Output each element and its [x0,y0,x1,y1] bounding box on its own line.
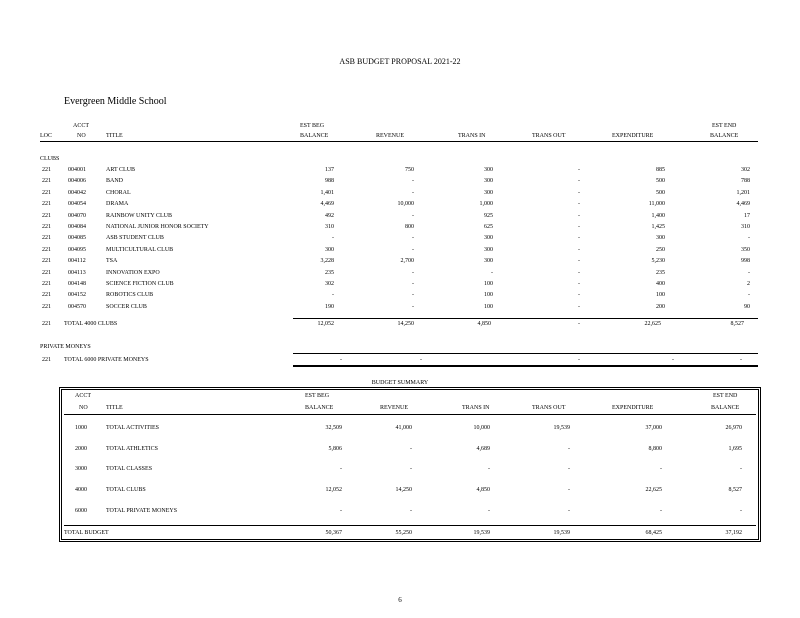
club-cell-rev: - [412,281,414,287]
section-label-clubs: CLUBS [40,156,60,162]
club-cell-beg: 190 [325,303,334,310]
club-cell-title: SCIENCE FICTION CLUB [106,281,174,287]
summary-cell-rev: - [410,466,412,473]
summary-cell-tout: - [568,507,570,514]
header-no: NO [77,133,86,139]
summary-cell-tout: - [568,466,570,473]
summary-cell-tout: - [568,487,570,494]
summary-cell-end: 8,527 [728,487,742,494]
private-beg: - [340,357,342,363]
club-row [0,292,800,301]
club-cell-end: - [748,292,750,299]
page-number: 6 [398,596,402,604]
club-cell-rev: 750 [405,167,414,173]
summary-total-rule [64,525,756,526]
summary-cell-acct: 6000 [75,507,87,514]
club-cell-tin: 300 [484,258,493,265]
summary-cell-title: TOTAL CLASSES [106,466,153,473]
summary-header-title: TITLE [106,405,123,411]
header-title: TITLE [106,133,123,139]
club-cell-exp: 1,425 [651,224,665,230]
club-cell-acct: 004095 [68,246,86,253]
summary-cell-tin: - [488,466,490,473]
club-cell-title: NATIONAL JUNIOR HONOR SOCIETY [106,224,209,230]
summary-total-rev: 55,250 [395,530,412,536]
club-cell-title: CHORAL [106,189,131,196]
club-cell-tout: - [578,212,580,219]
summary-row [0,446,800,455]
club-cell-tout: - [578,201,580,208]
club-cell-title: DRAMA [106,201,129,208]
club-cell-tout: - [578,178,580,185]
summary-total-row [0,530,800,539]
summary-cell-title: TOTAL ACTIVITIES [106,425,160,431]
club-cell-exp: 235 [656,269,665,276]
summary-header-balance-end: BALANCE [711,405,740,411]
club-cell-exp: 1,400 [651,212,665,219]
header-est-end: EST END [712,123,737,129]
summary-cell-rev: - [410,507,412,514]
club-cell-tin: 300 [484,178,493,185]
summary-cell-exp: 37,000 [645,425,662,431]
club-cell-loc: 221 [42,258,51,265]
summary-cell-tin: - [488,507,490,514]
club-cell-loc: 221 [42,269,51,276]
club-cell-tin: - [491,269,493,276]
section-label-private: PRIVATE MONEYS [40,344,91,350]
summary-header-est-end: EST END [713,393,738,399]
summary-cell-beg: - [340,507,342,514]
club-cell-end: 4,469 [736,201,750,208]
club-cell-tout: - [578,189,580,196]
club-cell-beg: - [332,292,334,299]
private-bottom-rule [293,365,758,367]
summary-total-title: TOTAL BUDGET [64,530,109,536]
club-cell-rev: - [412,269,414,276]
club-cell-end: - [748,269,750,276]
club-cell-rev: - [412,292,414,299]
club-cell-exp: 250 [656,246,665,253]
club-row [0,190,800,199]
summary-cell-acct: 4000 [75,487,87,494]
summary-cell-rev: - [410,445,412,452]
summary-header-rule [64,414,756,415]
summary-title: BUDGET SUMMARY [371,380,429,386]
club-row [0,235,800,244]
club-cell-beg: 1,401 [320,189,334,196]
club-row [0,224,800,233]
club-cell-exp: 200 [656,303,665,310]
header-est-beg: EST BEG [300,123,325,129]
total-tout: - [578,321,580,327]
summary-cell-tout: - [568,445,570,452]
club-cell-exp: 500 [656,178,665,185]
summary-cell-exp: 22,625 [645,487,662,494]
summary-cell-tin: 10,000 [473,425,490,431]
header-loc: LOC [40,133,52,139]
club-cell-end: 998 [741,258,750,265]
private-top-rule [293,353,758,354]
summary-total-tin: 19,539 [473,530,490,536]
club-cell-tin: 925 [484,212,493,219]
club-cell-loc: 221 [42,281,51,287]
club-cell-title: SOCCER CLUB [106,303,147,310]
club-cell-tin: 1,000 [479,201,493,208]
club-cell-exp: 100 [656,292,665,299]
club-cell-end: 1,201 [736,189,750,196]
total-tin: 4,850 [477,321,491,327]
club-cell-exp: 500 [656,189,665,196]
club-cell-exp: 400 [656,281,665,287]
club-cell-rev: - [412,235,414,242]
summary-header-balance-beg: BALANCE [305,405,334,411]
club-cell-tin: 100 [484,281,493,287]
summary-cell-end: 1,695 [728,445,742,452]
club-row [0,258,800,267]
private-rev: - [420,357,422,363]
header-revenue: REVENUE [376,133,404,139]
club-cell-title: RAINBOW UNITY CLUB [106,212,172,219]
school-name: Evergreen Middle School [64,96,167,107]
total-loc: 221 [42,321,51,327]
summary-total-exp: 68,425 [645,530,662,536]
private-exp: - [672,357,674,363]
club-row [0,247,800,256]
club-cell-loc: 221 [42,303,51,310]
private-loc: 221 [42,357,51,363]
club-row [0,167,800,176]
header-rule [40,141,758,142]
club-cell-rev: 2,700 [400,258,414,265]
private-tout: - [578,357,580,363]
summary-cell-acct: 1000 [75,425,87,431]
club-cell-end: - [748,235,750,242]
summary-cell-title: TOTAL ATHLETICS [106,445,159,452]
club-cell-tin: 300 [484,167,493,173]
club-cell-beg: 3,228 [320,258,334,265]
summary-total-end: 37,192 [725,530,742,536]
club-row [0,201,800,210]
club-cell-loc: 221 [42,212,51,219]
header-balance-end: BALANCE [710,133,739,139]
summary-header-est-beg: EST BEG [305,393,330,399]
club-cell-loc: 221 [42,246,51,253]
private-end: - [740,357,742,363]
club-cell-beg: 137 [325,167,334,173]
club-cell-tin: 300 [484,235,493,242]
club-cell-title: BAND [106,178,124,185]
clubs-total-row [0,321,800,330]
club-cell-acct: 004001 [68,167,86,173]
club-cell-beg: 302 [325,281,334,287]
club-cell-exp: 885 [656,167,665,173]
club-cell-acct: 004148 [68,281,86,287]
summary-cell-exp: - [660,507,662,514]
club-cell-exp: 11,000 [648,201,665,208]
summary-cell-title: TOTAL CLUBS [106,487,146,494]
club-cell-end: 2 [747,281,750,287]
club-cell-acct: 004006 [68,178,86,185]
club-cell-end: 350 [741,246,750,253]
club-cell-acct: 004085 [68,235,86,242]
summary-cell-beg: - [340,466,342,473]
summary-cell-beg: 32,509 [325,425,342,431]
club-cell-exp: 5,230 [651,258,665,265]
header-expenditure: EXPENDITURE [612,133,654,139]
club-cell-acct: 004113 [68,269,86,276]
summary-cell-rev: 41,000 [395,425,412,431]
summary-cell-tin: 4,689 [476,445,490,452]
summary-row [0,508,800,517]
summary-cell-tout: 19,539 [553,425,570,431]
club-cell-acct: 004070 [68,212,86,219]
summary-cell-beg: 5,806 [328,445,342,452]
summary-header-acct: ACCT [75,393,92,399]
private-title: TOTAL 6000 PRIVATE MONEYS [64,357,149,363]
club-cell-tin: 100 [484,292,493,299]
club-cell-rev: - [412,303,414,310]
summary-row [0,466,800,475]
club-cell-tin: 300 [484,189,493,196]
club-cell-end: 90 [744,303,750,310]
summary-cell-beg: 12,052 [325,487,342,494]
total-rev: 14,250 [397,321,414,327]
summary-total-beg: 50,367 [325,530,342,536]
club-cell-acct: 004152 [68,292,86,299]
club-cell-tout: - [578,269,580,276]
club-row [0,213,800,222]
header-trans-out: TRANS OUT [532,133,566,139]
summary-cell-acct: 2000 [75,445,87,452]
club-cell-loc: 221 [42,235,51,242]
club-cell-beg: 492 [325,212,334,219]
summary-cell-exp: 8,800 [648,445,662,452]
summary-header-trans-in: TRANS IN [462,405,490,411]
club-cell-rev: - [412,189,414,196]
summary-header-expenditure: EXPENDITURE [612,405,654,411]
club-cell-loc: 221 [42,292,51,299]
club-cell-loc: 221 [42,167,51,173]
club-cell-tout: - [578,167,580,173]
total-beg: 12,052 [317,321,334,327]
club-cell-title: TSA [106,258,118,265]
club-cell-tout: - [578,303,580,310]
document-title: ASB BUDGET PROPOSAL 2021-22 [339,57,461,66]
club-row [0,304,800,313]
club-cell-beg: - [332,235,334,242]
club-cell-acct: 004042 [68,189,86,196]
summary-cell-end: - [740,466,742,473]
club-cell-title: ASB STUDENT CLUB [106,235,164,242]
club-row [0,178,800,187]
header-acct: ACCT [73,123,90,129]
summary-row [0,487,800,496]
summary-cell-exp: - [660,466,662,473]
header-trans-in: TRANS IN [458,133,486,139]
club-cell-title: ROBOTICS CLUB [106,292,154,299]
club-cell-rev: 800 [405,224,414,230]
total-title: TOTAL 4000 CLUBS [64,321,118,327]
club-cell-beg: 310 [325,224,334,230]
club-cell-end: 788 [741,178,750,185]
club-cell-rev: - [412,178,414,185]
club-cell-rev: - [412,246,414,253]
summary-cell-end: - [740,507,742,514]
club-cell-beg: 4,469 [320,201,334,208]
club-cell-end: 17 [744,212,750,219]
subtotal-rule [293,318,758,319]
club-cell-tin: 100 [484,303,493,310]
total-exp: 22,625 [644,321,661,327]
summary-header-trans-out: TRANS OUT [532,405,566,411]
budget-summary-box [61,389,759,540]
summary-cell-tin: 4,850 [476,487,490,494]
summary-cell-title: TOTAL PRIVATE MONEYS [106,507,178,514]
club-cell-exp: 300 [656,235,665,242]
summary-cell-rev: 14,250 [395,487,412,494]
summary-cell-acct: 3000 [75,466,87,473]
total-end: 8,527 [730,321,744,327]
club-cell-tout: - [578,281,580,287]
club-cell-acct: 004084 [68,224,86,230]
club-cell-tout: - [578,246,580,253]
club-cell-rev: - [412,212,414,219]
club-cell-loc: 221 [42,201,51,208]
club-cell-title: ART CLUB [106,167,136,173]
club-cell-beg: 235 [325,269,334,276]
club-cell-beg: 988 [325,178,334,185]
club-cell-acct: 004112 [68,258,86,265]
club-cell-rev: 10,000 [397,201,414,208]
club-cell-title: INNOVATION EXPO [106,269,160,276]
club-cell-beg: 300 [325,246,334,253]
summary-row [0,425,800,434]
club-cell-acct: 004570 [68,303,86,310]
summary-header-revenue: REVENUE [380,405,408,411]
club-cell-end: 310 [741,224,750,230]
club-cell-acct: 004054 [68,201,86,208]
club-cell-tout: - [578,258,580,265]
summary-header-no: NO [79,405,88,411]
summary-total-tout: 19,539 [553,530,570,536]
club-cell-loc: 221 [42,178,51,185]
club-row [0,270,800,279]
header-balance-beg: BALANCE [300,133,329,139]
summary-cell-end: 26,970 [725,425,742,431]
club-row [0,281,800,290]
club-cell-tout: - [578,224,580,230]
club-cell-loc: 221 [42,224,51,230]
club-cell-title: MULTICULTURAL CLUB [106,246,174,253]
club-cell-tout: - [578,292,580,299]
club-cell-tin: 625 [484,224,493,230]
club-cell-tout: - [578,235,580,242]
club-cell-loc: 221 [42,189,51,196]
club-cell-tin: 300 [484,246,493,253]
club-cell-end: 302 [741,167,750,173]
